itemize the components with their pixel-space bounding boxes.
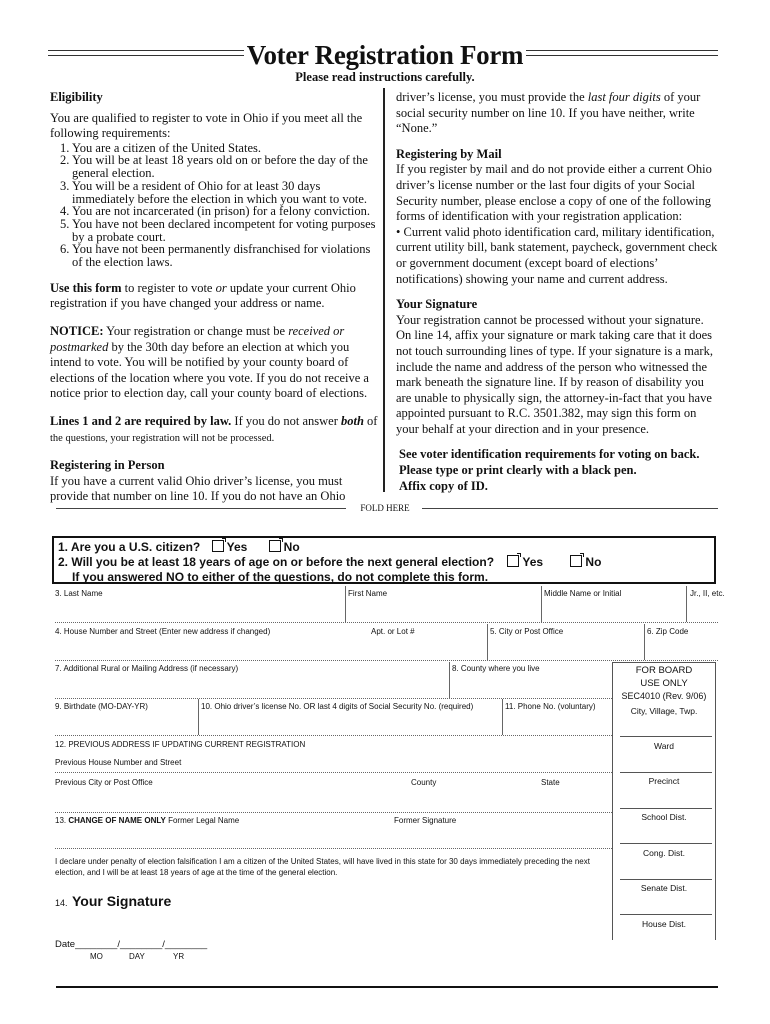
right-column (396, 90, 722, 494)
last-four-italic: last four digits (587, 90, 661, 104)
mail-bullet: • Current valid photo identification card, military identification, current utility bill, bank statement, paycheck, government check or government document (except board of elections’ notifications) showing your name and current address. (396, 224, 718, 286)
notice-paragraph (50, 324, 380, 402)
birthdate-label: 9. Birthdate (MO-DAY-YR) (55, 702, 148, 711)
first-name-label: First Name (348, 589, 388, 598)
former-signature-label: Former Signature (394, 816, 457, 825)
previous-state-label: State (541, 778, 560, 787)
divider (644, 624, 645, 660)
county-label: 8. County where you live (452, 664, 540, 673)
q2-no-checkbox[interactable] (570, 555, 582, 567)
eligibility-heading: Eligibility (50, 90, 103, 104)
divider (620, 914, 712, 915)
board-form-code: SEC4010 (Rev. 9/06) (621, 691, 707, 701)
fold-here-label: FOLD HERE (360, 503, 410, 513)
board-use-box (612, 662, 716, 940)
instructions-bold (396, 447, 722, 494)
column-divider (383, 88, 385, 492)
requirements-list (50, 142, 380, 269)
requirement-item: 2. You will be at least 18 years old on or before the day of the general election. (60, 153, 368, 181)
requirement-item: 5. You have not been declared incompetent for voting purposes by a probate court. (60, 217, 376, 244)
use-form-text-b: update your current Ohio registration if you have changed your address or name. (50, 280, 356, 311)
page-title: Voter Registration Form (0, 40, 770, 71)
middle-name-label: Middle Name or Initial (544, 589, 622, 598)
divider (620, 736, 712, 737)
divider (198, 699, 199, 735)
q2-yes-label: Yes (522, 555, 544, 569)
signature-line-label (55, 893, 171, 911)
board-precinct: Precinct (648, 776, 680, 786)
lines-of: of (363, 413, 378, 428)
board-city-village: City, Village, Twp. (630, 706, 698, 716)
left-column (50, 90, 380, 505)
license-continued: driver’s license, you must provide the last four digits of your social security number on line 10. If you have neither, write “None.” (396, 90, 701, 136)
previous-city-label: Previous City or Post Office (55, 778, 153, 787)
street-input[interactable] (55, 660, 718, 661)
divider (502, 699, 503, 735)
question-1-text: 1. Are you a U.S. citizen? (58, 540, 201, 554)
divider (620, 772, 712, 773)
street-label: 4. House Number and Street (Enter new address if changed) (55, 627, 271, 636)
rural-address-input[interactable] (55, 698, 612, 699)
person-text: If you have a current valid Ohio driver’s license, you must provide that number on line 10. If you do not have an Ohio (50, 473, 346, 504)
declaration-text: I declare under penalty of election falsification I am a citizen of the United States, will have lived in this state for 30 days immediately preceding the next election, and I will be at least 18 years of age at the time of the general election. (55, 857, 590, 877)
license-label: 10. Ohio driver’s license No. OR last 4 digits of Social Security No. (required) (201, 702, 474, 711)
previous-street-label: Previous House Number and Street (55, 758, 182, 767)
divider (345, 586, 346, 622)
rural-address-label: 7. Additional Rural or Mailing Address (if necessary) (55, 664, 239, 673)
question-2-text: 2. Will you be at least 18 years of age on or before the next general election? (58, 555, 495, 569)
person-heading: Registering in Person (50, 458, 165, 473)
q1-no-label: No (283, 540, 300, 554)
lines-required-paragraph (50, 414, 380, 446)
affix-id-note: Affix copy of ID. (399, 478, 488, 493)
requirement-item: 4. You are not incarcerated (in prison) for a felony conviction. (60, 204, 370, 219)
signature-label: Your Signature (71, 893, 172, 909)
previous-street-input[interactable] (55, 772, 612, 773)
board-school-dist: School Dist. (641, 812, 687, 822)
lines-small: the questions, your registration will not be processed. (50, 432, 275, 444)
name-change-label: 13. CHANGE OF NAME ONLY Former Legal Name (55, 816, 240, 825)
requirement-item: 3. You will be a resident of Ohio for at least 30 days immediately before the election in which you want to vote. (60, 178, 368, 206)
question-1 (58, 540, 300, 554)
black-pen-note: Please type or print clearly with a black pen. (399, 463, 637, 478)
questions-note: If you answered NO to either of the questions, do not complete this form. (72, 570, 489, 584)
use-form-or: or (215, 280, 227, 295)
board-ward: Ward (654, 741, 674, 751)
divider (686, 586, 687, 622)
board-title-1: FOR BOARD (635, 665, 693, 676)
question-2 (58, 555, 601, 569)
divider (620, 879, 712, 880)
use-form-paragraph (50, 281, 380, 312)
last-name-label: 3. Last Name (55, 589, 103, 598)
signature-input[interactable] (190, 912, 610, 932)
q2-yes-checkbox[interactable] (507, 555, 519, 567)
date-label[interactable]: Date________/________/________ (55, 939, 208, 950)
zip-label: 6. Zip Code (647, 627, 689, 636)
requirement-item: 1. You are a citizen of the United States. (60, 140, 261, 155)
q1-yes-label: Yes (226, 540, 248, 554)
eligibility-intro: You are qualified to register to vote in Ohio if you meet all the following requirements: (50, 110, 363, 141)
citizenship-questions-box (52, 536, 716, 584)
notice-bold: NOTICE: (50, 324, 104, 338)
signature-heading: Your Signature (396, 297, 478, 312)
mail-heading: Registering by Mail (396, 146, 502, 161)
signature-text: Your registration cannot be processed without your signature. On line 14, affix your signature or mark taking care that it does not touch surrounding lines of type. If your signature is a mark, include the name and address of the person who witnessed the mark beneath the signature line. If by reason of disability you are unable to physically sign, the attorney-in-fact that you have appointed pursuant to R.C. 3501.382, may sign this form on your behalf at your direction and in your presence. (396, 312, 713, 436)
former-name-input[interactable] (55, 848, 612, 849)
bottom-rule (56, 986, 718, 988)
signature-number: 14. (55, 898, 68, 908)
q2-no-label: No (585, 555, 602, 569)
id-requirements-note: See voter identification requirements for voting on back. (399, 447, 700, 462)
city-label: 5. City or Post Office (490, 627, 564, 636)
notice-italic: received or postmarked (50, 324, 345, 354)
date-month-label: MO (90, 952, 103, 961)
birthdate-input[interactable] (55, 735, 612, 736)
board-senate-dist: Senate Dist. (640, 883, 688, 893)
previous-county-label: County (411, 778, 437, 787)
name-change-bold: CHANGE OF NAME ONLY (68, 816, 166, 825)
previous-address-heading: 12. PREVIOUS ADDRESS IF UPDATING CURRENT REGISTRATION (55, 740, 306, 749)
date-day-label: DAY (129, 952, 145, 961)
previous-city-input[interactable] (55, 812, 612, 813)
use-form-text: to register to vote (121, 280, 216, 295)
board-cong-dist: Cong. Dist. (642, 848, 686, 858)
mail-text: If you register by mail and do not provide either a current Ohio driver’s license number or the last four digits of your Social Security number, please enclose a copy of one of the following forms of identification with your registration application: (396, 162, 712, 224)
board-house-dist: House Dist. (642, 919, 686, 929)
divider (487, 624, 488, 660)
lines-text: If you do not answer (231, 413, 341, 428)
apt-label: Apt. or Lot # (371, 627, 415, 636)
divider (620, 843, 712, 844)
lines-bold: Lines 1 and 2 are required by law. (50, 413, 232, 428)
phone-label: 11. Phone No. (voluntary) (505, 702, 596, 711)
lines-both: both (340, 413, 364, 428)
use-form-bold: Use this form (50, 280, 122, 295)
last-name-input[interactable] (55, 622, 718, 623)
board-title-2: USE ONLY (640, 678, 688, 689)
notice-text-b: by the 30th day before an election at which you intend to vote. You will be notified by your county board of elections of the location where you vote. If you do not receive a notice prior to election day, call your county board of elections. (50, 339, 369, 401)
date-year-label: YR (173, 952, 185, 961)
divider (541, 586, 542, 622)
divider (620, 808, 712, 809)
suffix-label: Jr., II, etc. (690, 589, 725, 598)
notice-text: Your registration or change must be (103, 324, 289, 338)
page-subtitle: Please read instructions carefully. (295, 70, 475, 84)
q1-yes-checkbox[interactable] (212, 540, 224, 552)
q1-no-checkbox[interactable] (269, 540, 281, 552)
divider (449, 662, 450, 698)
requirement-item: 6. You have not been permanently disfranchised for violations of the election laws. (60, 242, 371, 270)
